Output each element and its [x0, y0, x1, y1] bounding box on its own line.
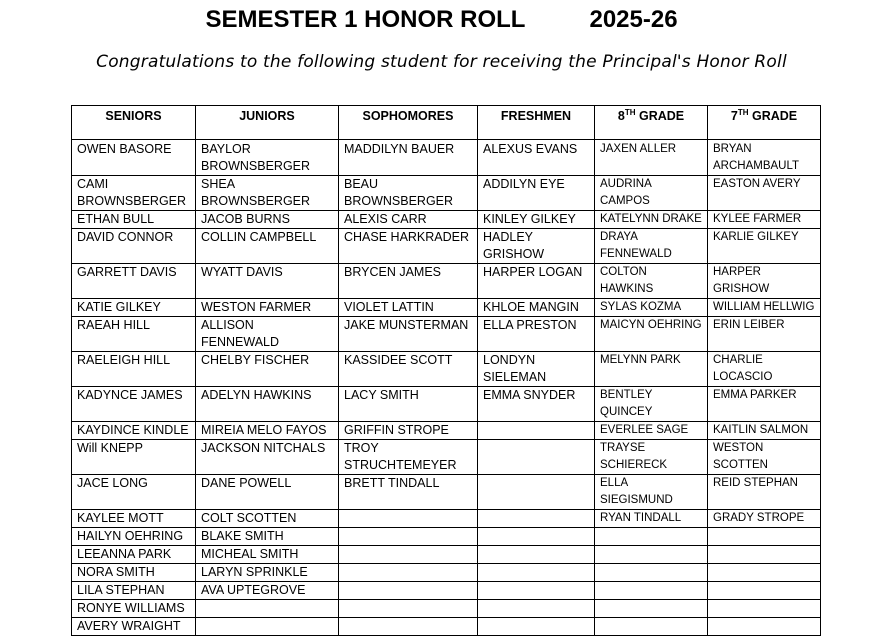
table-row	[72, 475, 821, 510]
cell-freshmen	[478, 546, 595, 564]
cell-seniors: ETHAN BULL	[72, 211, 196, 229]
cell-freshmen	[478, 422, 595, 440]
cell-seniors: RAEAH HILL	[72, 317, 196, 352]
cell-sophomores: CHASE HARKRADER	[339, 229, 478, 264]
header-row	[72, 106, 821, 140]
cell-8th-grade	[595, 618, 708, 636]
cell-seniors: OWEN BASORE	[72, 140, 196, 176]
table-row	[72, 600, 821, 618]
cell-sophomores	[339, 546, 478, 564]
cell-juniors: BLAKE SMITH	[196, 528, 339, 546]
cell-7th-grade: EASTON AVERY	[708, 176, 821, 211]
cell-sophomores: TROY STRUCHTEMEYER	[339, 440, 478, 475]
cell-juniors: SHEA BROWNSBERGER	[196, 176, 339, 211]
cell-freshmen	[478, 440, 595, 475]
cell-sophomores: JAKE MUNSTERMAN	[339, 317, 478, 352]
cell-7th-grade	[708, 600, 821, 618]
cell-7th-grade: KARLIE GILKEY	[708, 229, 821, 264]
cell-juniors: WESTON FARMER	[196, 299, 339, 317]
cell-7th-grade: BRYAN ARCHAMBAULT	[708, 140, 821, 176]
col-header-7th-grade: 7TH GRADE	[708, 106, 821, 140]
cell-freshmen: ELLA PRESTON	[478, 317, 595, 352]
table-row	[72, 352, 821, 387]
col-header-freshmen: FRESHMEN	[478, 106, 595, 140]
cell-seniors: KAYDINCE KINDLE	[72, 422, 196, 440]
cell-7th-grade: CHARLIE LOCASCIO	[708, 352, 821, 387]
cell-sophomores: ALEXIS CARR	[339, 211, 478, 229]
cell-7th-grade: REID STEPHAN	[708, 475, 821, 510]
cell-juniors: BAYLOR BROWNSBERGER	[196, 140, 339, 176]
cell-seniors: NORA SMITH	[72, 564, 196, 582]
cell-7th-grade	[708, 528, 821, 546]
table-row	[72, 317, 821, 352]
cell-sophomores: LACY SMITH	[339, 387, 478, 422]
col-header-8th-grade: 8TH GRADE	[595, 106, 708, 140]
table-row	[72, 528, 821, 546]
cell-juniors: AVA UPTEGROVE	[196, 582, 339, 600]
honor-roll-table	[71, 105, 821, 636]
cell-juniors: JACOB BURNS	[196, 211, 339, 229]
title-text: SEMESTER 1 HONOR ROLL	[205, 6, 526, 33]
cell-seniors: LEEANNA PARK	[72, 546, 196, 564]
cell-8th-grade: RYAN TINDALL	[595, 510, 708, 528]
cell-8th-grade	[595, 600, 708, 618]
cell-juniors	[196, 618, 339, 636]
cell-sophomores	[339, 510, 478, 528]
cell-7th-grade	[708, 546, 821, 564]
cell-7th-grade: KYLEE FARMER	[708, 211, 821, 229]
cell-sophomores: GRIFFIN STROPE	[339, 422, 478, 440]
col-header-sophomores: SOPHOMORES	[339, 106, 478, 140]
cell-seniors: KADYNCE JAMES	[72, 387, 196, 422]
honor-roll-body	[72, 140, 821, 636]
cell-juniors: ADELYN HAWKINS	[196, 387, 339, 422]
cell-seniors: HAILYN OEHRING	[72, 528, 196, 546]
cell-sophomores: BRYCEN JAMES	[339, 264, 478, 299]
cell-freshmen	[478, 510, 595, 528]
cell-7th-grade: GRADY STROPE	[708, 510, 821, 528]
cell-seniors: CAMI BROWNSBERGER	[72, 176, 196, 211]
cell-7th-grade	[708, 582, 821, 600]
cell-juniors: DANE POWELL	[196, 475, 339, 510]
cell-seniors: GARRETT DAVIS	[72, 264, 196, 299]
cell-freshmen: HADLEY GRISHOW	[478, 229, 595, 264]
cell-8th-grade	[595, 546, 708, 564]
cell-7th-grade	[708, 564, 821, 582]
cell-freshmen: HARPER LOGAN	[478, 264, 595, 299]
cell-juniors: MIREIA MELO FAYOS	[196, 422, 339, 440]
cell-freshmen	[478, 475, 595, 510]
cell-8th-grade: ELLA SIEGISMUND	[595, 475, 708, 510]
col-header-juniors: JUNIORS	[196, 106, 339, 140]
cell-7th-grade: ERIN LEIBER	[708, 317, 821, 352]
cell-sophomores	[339, 618, 478, 636]
cell-seniors: RONYE WILLIAMS	[72, 600, 196, 618]
cell-8th-grade: MELYNN PARK	[595, 352, 708, 387]
cell-7th-grade	[708, 618, 821, 636]
cell-7th-grade: WILLIAM HELLWIG	[708, 299, 821, 317]
table-row	[72, 176, 821, 211]
cell-freshmen	[478, 528, 595, 546]
cell-juniors: JACKSON NITCHALS	[196, 440, 339, 475]
cell-juniors: LARYN SPRINKLE	[196, 564, 339, 582]
table-row	[72, 211, 821, 229]
table-row	[72, 618, 821, 636]
cell-juniors	[196, 600, 339, 618]
cell-freshmen: KINLEY GILKEY	[478, 211, 595, 229]
cell-7th-grade: EMMA PARKER	[708, 387, 821, 422]
cell-sophomores: MADDILYN BAUER	[339, 140, 478, 176]
cell-sophomores: KASSIDEE SCOTT	[339, 352, 478, 387]
table-row	[72, 299, 821, 317]
cell-freshmen	[478, 600, 595, 618]
congratulations-subtitle: Congratulations to the following student for receiving the Principal's Honor Roll	[96, 52, 787, 72]
cell-seniors: AVERY WRAIGHT	[72, 618, 196, 636]
table-row	[72, 229, 821, 264]
cell-seniors: JACE LONG	[72, 475, 196, 510]
table-row	[72, 564, 821, 582]
cell-8th-grade: COLTON HAWKINS	[595, 264, 708, 299]
cell-sophomores	[339, 600, 478, 618]
cell-freshmen: KHLOE MANGIN	[478, 299, 595, 317]
table-row	[72, 546, 821, 564]
cell-juniors: COLT SCOTTEN	[196, 510, 339, 528]
cell-juniors: ALLISON FENNEWALD	[196, 317, 339, 352]
cell-sophomores: BEAU BROWNSBERGER	[339, 176, 478, 211]
table-row	[72, 582, 821, 600]
cell-8th-grade: JAXEN ALLER	[595, 140, 708, 176]
cell-seniors: Will KNEPP	[72, 440, 196, 475]
cell-7th-grade: KAITLIN SALMON	[708, 422, 821, 440]
cell-8th-grade: SYLAS KOZMA	[595, 299, 708, 317]
page-title	[0, 6, 883, 34]
col-header-seniors: SENIORS	[72, 106, 196, 140]
cell-sophomores: VIOLET LATTIN	[339, 299, 478, 317]
cell-8th-grade: KATELYNN DRAKE	[595, 211, 708, 229]
cell-juniors: WYATT DAVIS	[196, 264, 339, 299]
cell-freshmen: EMMA SNYDER	[478, 387, 595, 422]
table-row	[72, 422, 821, 440]
cell-freshmen: LONDYN SIELEMAN	[478, 352, 595, 387]
cell-sophomores	[339, 564, 478, 582]
cell-seniors: RAELEIGH HILL	[72, 352, 196, 387]
cell-seniors: KATIE GILKEY	[72, 299, 196, 317]
cell-seniors: KAYLEE MOTT	[72, 510, 196, 528]
cell-sophomores	[339, 582, 478, 600]
cell-freshmen: ALEXUS EVANS	[478, 140, 595, 176]
cell-juniors: MICHEAL SMITH	[196, 546, 339, 564]
cell-freshmen	[478, 618, 595, 636]
cell-8th-grade: MAICYN OEHRING	[595, 317, 708, 352]
cell-freshmen	[478, 564, 595, 582]
cell-8th-grade: DRAYA FENNEWALD	[595, 229, 708, 264]
cell-freshmen: ADDILYN EYE	[478, 176, 595, 211]
table-row	[72, 387, 821, 422]
cell-juniors: CHELBY FISCHER	[196, 352, 339, 387]
table-row	[72, 440, 821, 475]
cell-8th-grade: BENTLEY QUINCEY	[595, 387, 708, 422]
table-row	[72, 264, 821, 299]
cell-sophomores	[339, 528, 478, 546]
cell-juniors: COLLIN CAMPBELL	[196, 229, 339, 264]
cell-8th-grade	[595, 564, 708, 582]
table-row	[72, 510, 821, 528]
cell-freshmen	[478, 582, 595, 600]
cell-seniors: DAVID CONNOR	[72, 229, 196, 264]
cell-8th-grade	[595, 528, 708, 546]
cell-8th-grade: EVERLEE SAGE	[595, 422, 708, 440]
cell-7th-grade: HARPER GRISHOW	[708, 264, 821, 299]
school-year: 2025-26	[589, 6, 678, 33]
cell-8th-grade	[595, 582, 708, 600]
cell-8th-grade: AUDRINA CAMPOS	[595, 176, 708, 211]
cell-sophomores: BRETT TINDALL	[339, 475, 478, 510]
cell-7th-grade: WESTON SCOTTEN	[708, 440, 821, 475]
table-row	[72, 140, 821, 176]
cell-8th-grade: TRAYSE SCHIERECK	[595, 440, 708, 475]
cell-seniors: LILA STEPHAN	[72, 582, 196, 600]
